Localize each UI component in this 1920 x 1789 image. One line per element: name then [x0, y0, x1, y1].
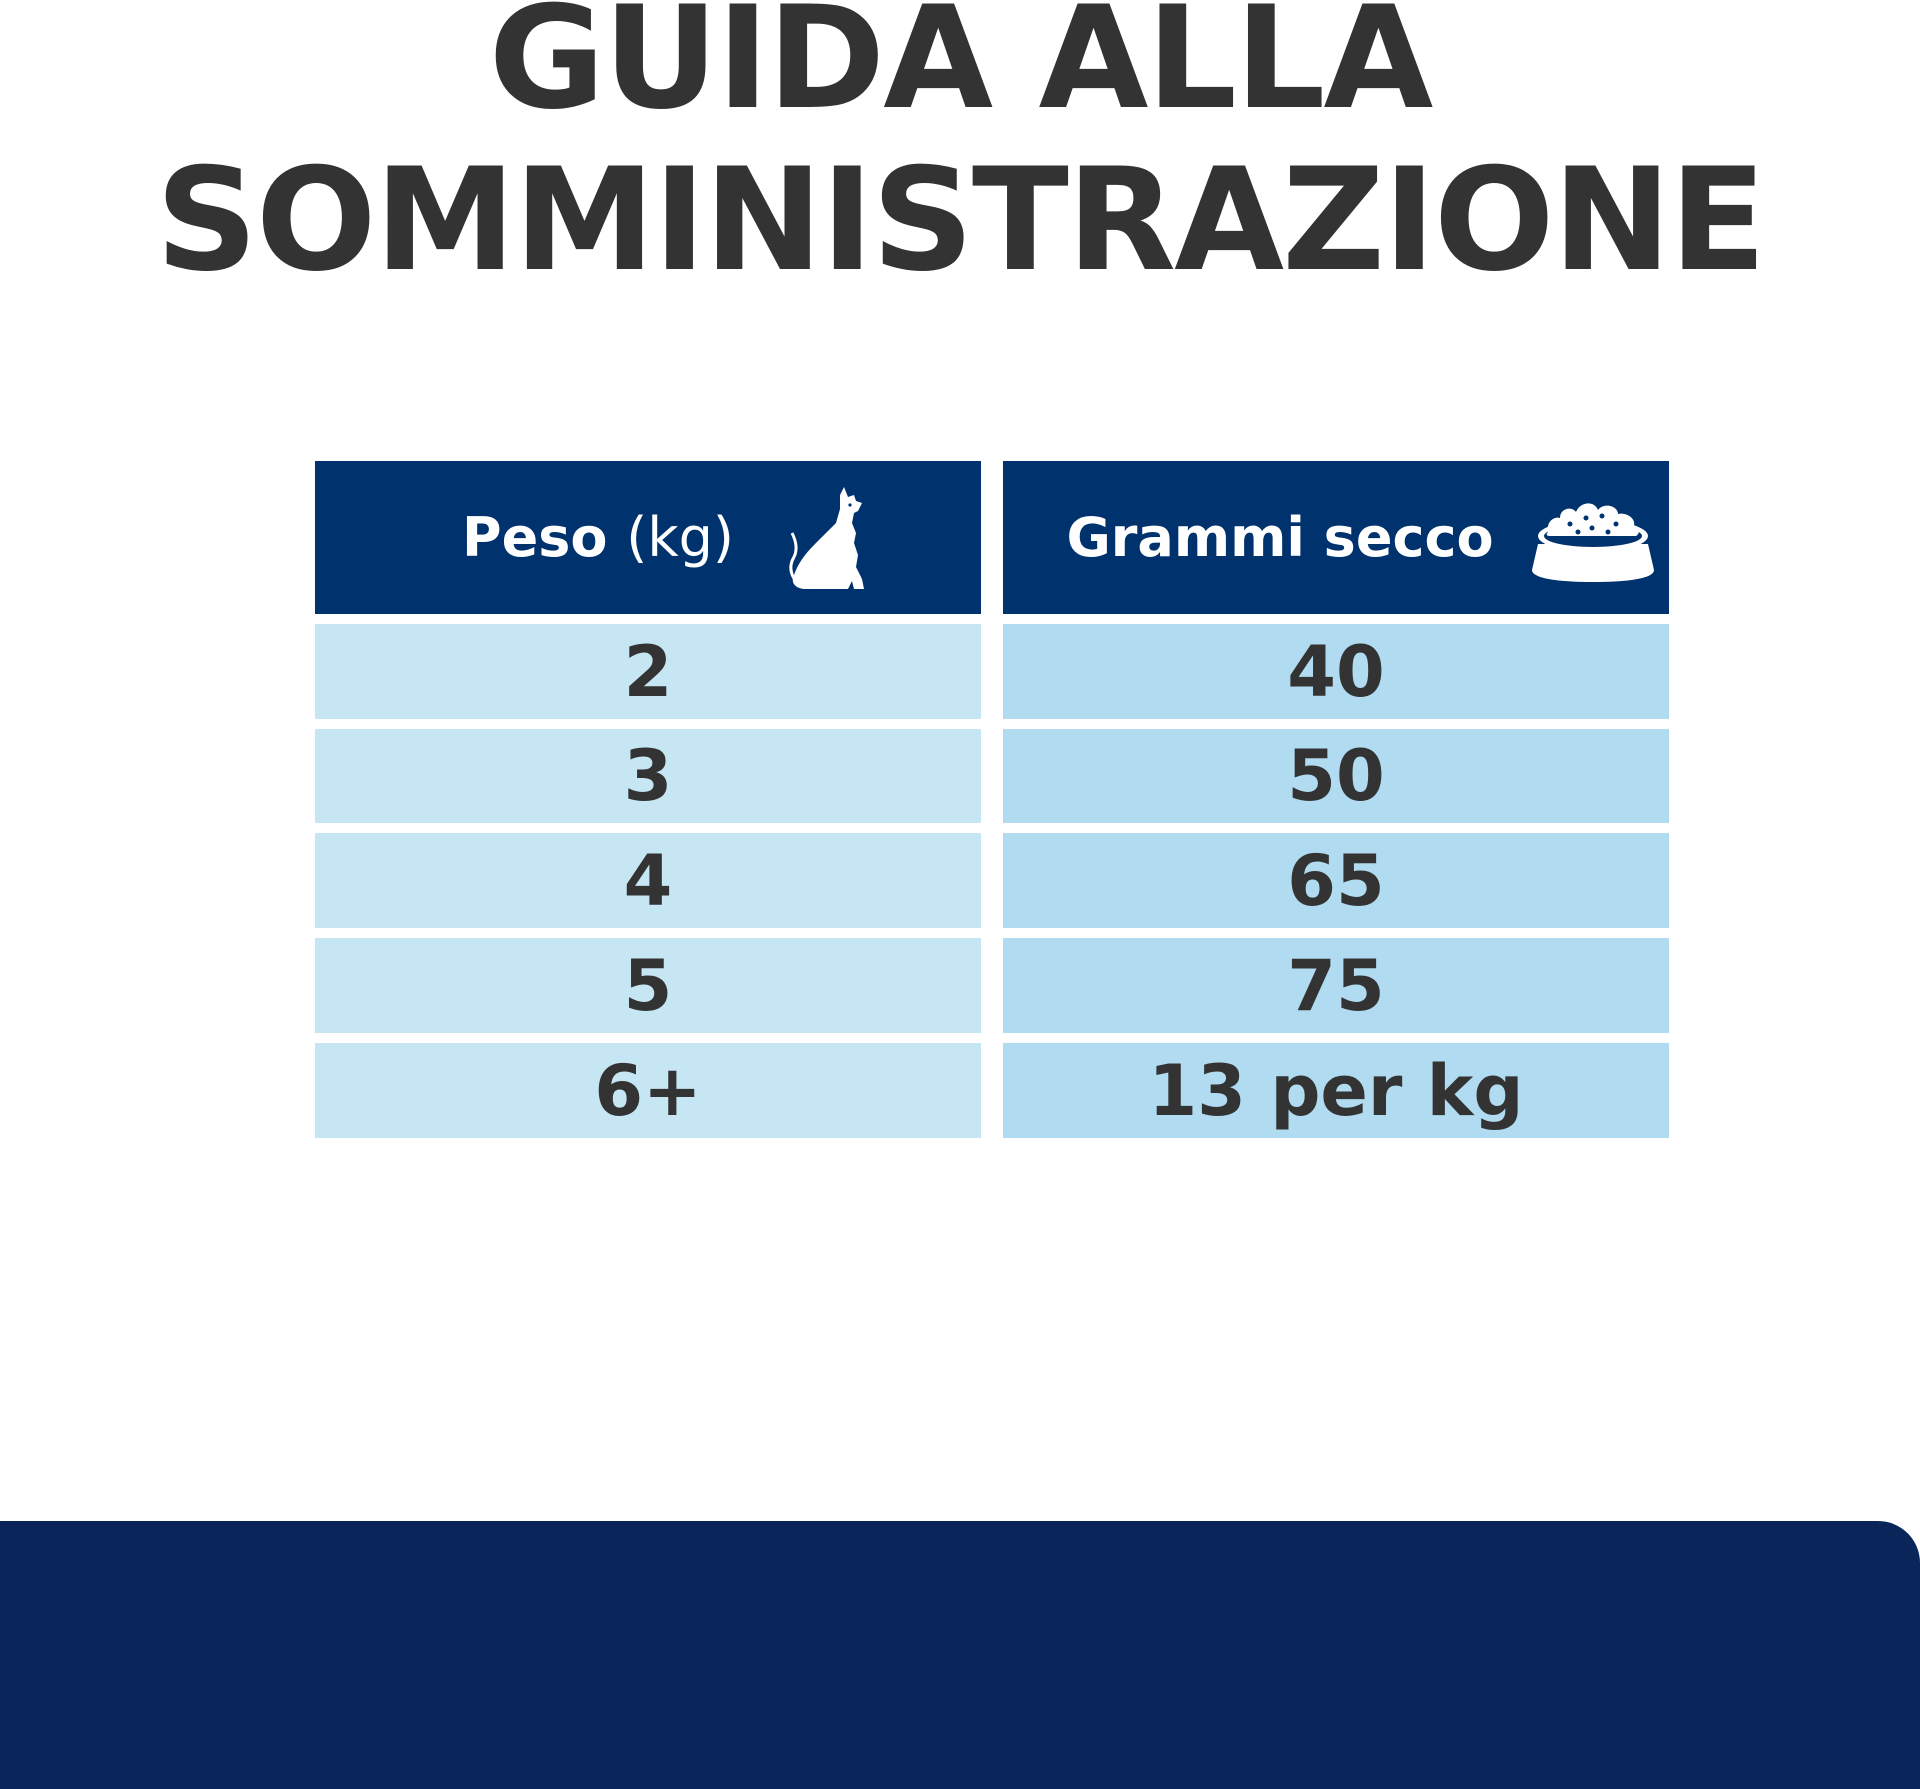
header-food-label: Grammi secco — [1066, 506, 1494, 569]
header-food — [1003, 461, 1669, 614]
table-row-grams — [1003, 938, 1669, 1033]
row-weight-value: 2 — [623, 630, 673, 713]
table-row-grams — [1003, 1043, 1669, 1138]
row-grams-value: 50 — [1287, 735, 1385, 817]
header-weight-unit: (kg) — [626, 506, 734, 569]
row-grams-value: 13 per kg — [1148, 1049, 1524, 1132]
table-row-grams — [1003, 833, 1669, 928]
row-grams-value: 40 — [1287, 630, 1385, 713]
table-row-weight — [315, 833, 981, 928]
row-weight-value: 6+ — [594, 1049, 702, 1132]
header-weight — [315, 461, 981, 614]
page-title-line-2: SOMMINISTRAZIONE — [155, 138, 1765, 303]
table-row-weight — [315, 729, 981, 823]
table-row-weight — [315, 938, 981, 1033]
table-row-grams — [1003, 729, 1669, 823]
table-row-weight — [315, 624, 981, 719]
footer-band — [0, 1521, 1920, 1789]
cat-icon — [784, 483, 874, 593]
header-weight-label: Peso — [462, 506, 608, 569]
table-row-weight — [315, 1043, 981, 1138]
table-row-grams — [1003, 624, 1669, 719]
row-grams-value: 65 — [1287, 839, 1385, 922]
page-title-line-1: GUIDA ALLA — [488, 0, 1432, 141]
food-bowl-icon — [1530, 492, 1656, 584]
row-weight-value: 4 — [623, 839, 673, 922]
row-grams-value: 75 — [1287, 944, 1385, 1027]
row-weight-value: 3 — [623, 735, 673, 817]
row-weight-value: 5 — [623, 944, 673, 1027]
